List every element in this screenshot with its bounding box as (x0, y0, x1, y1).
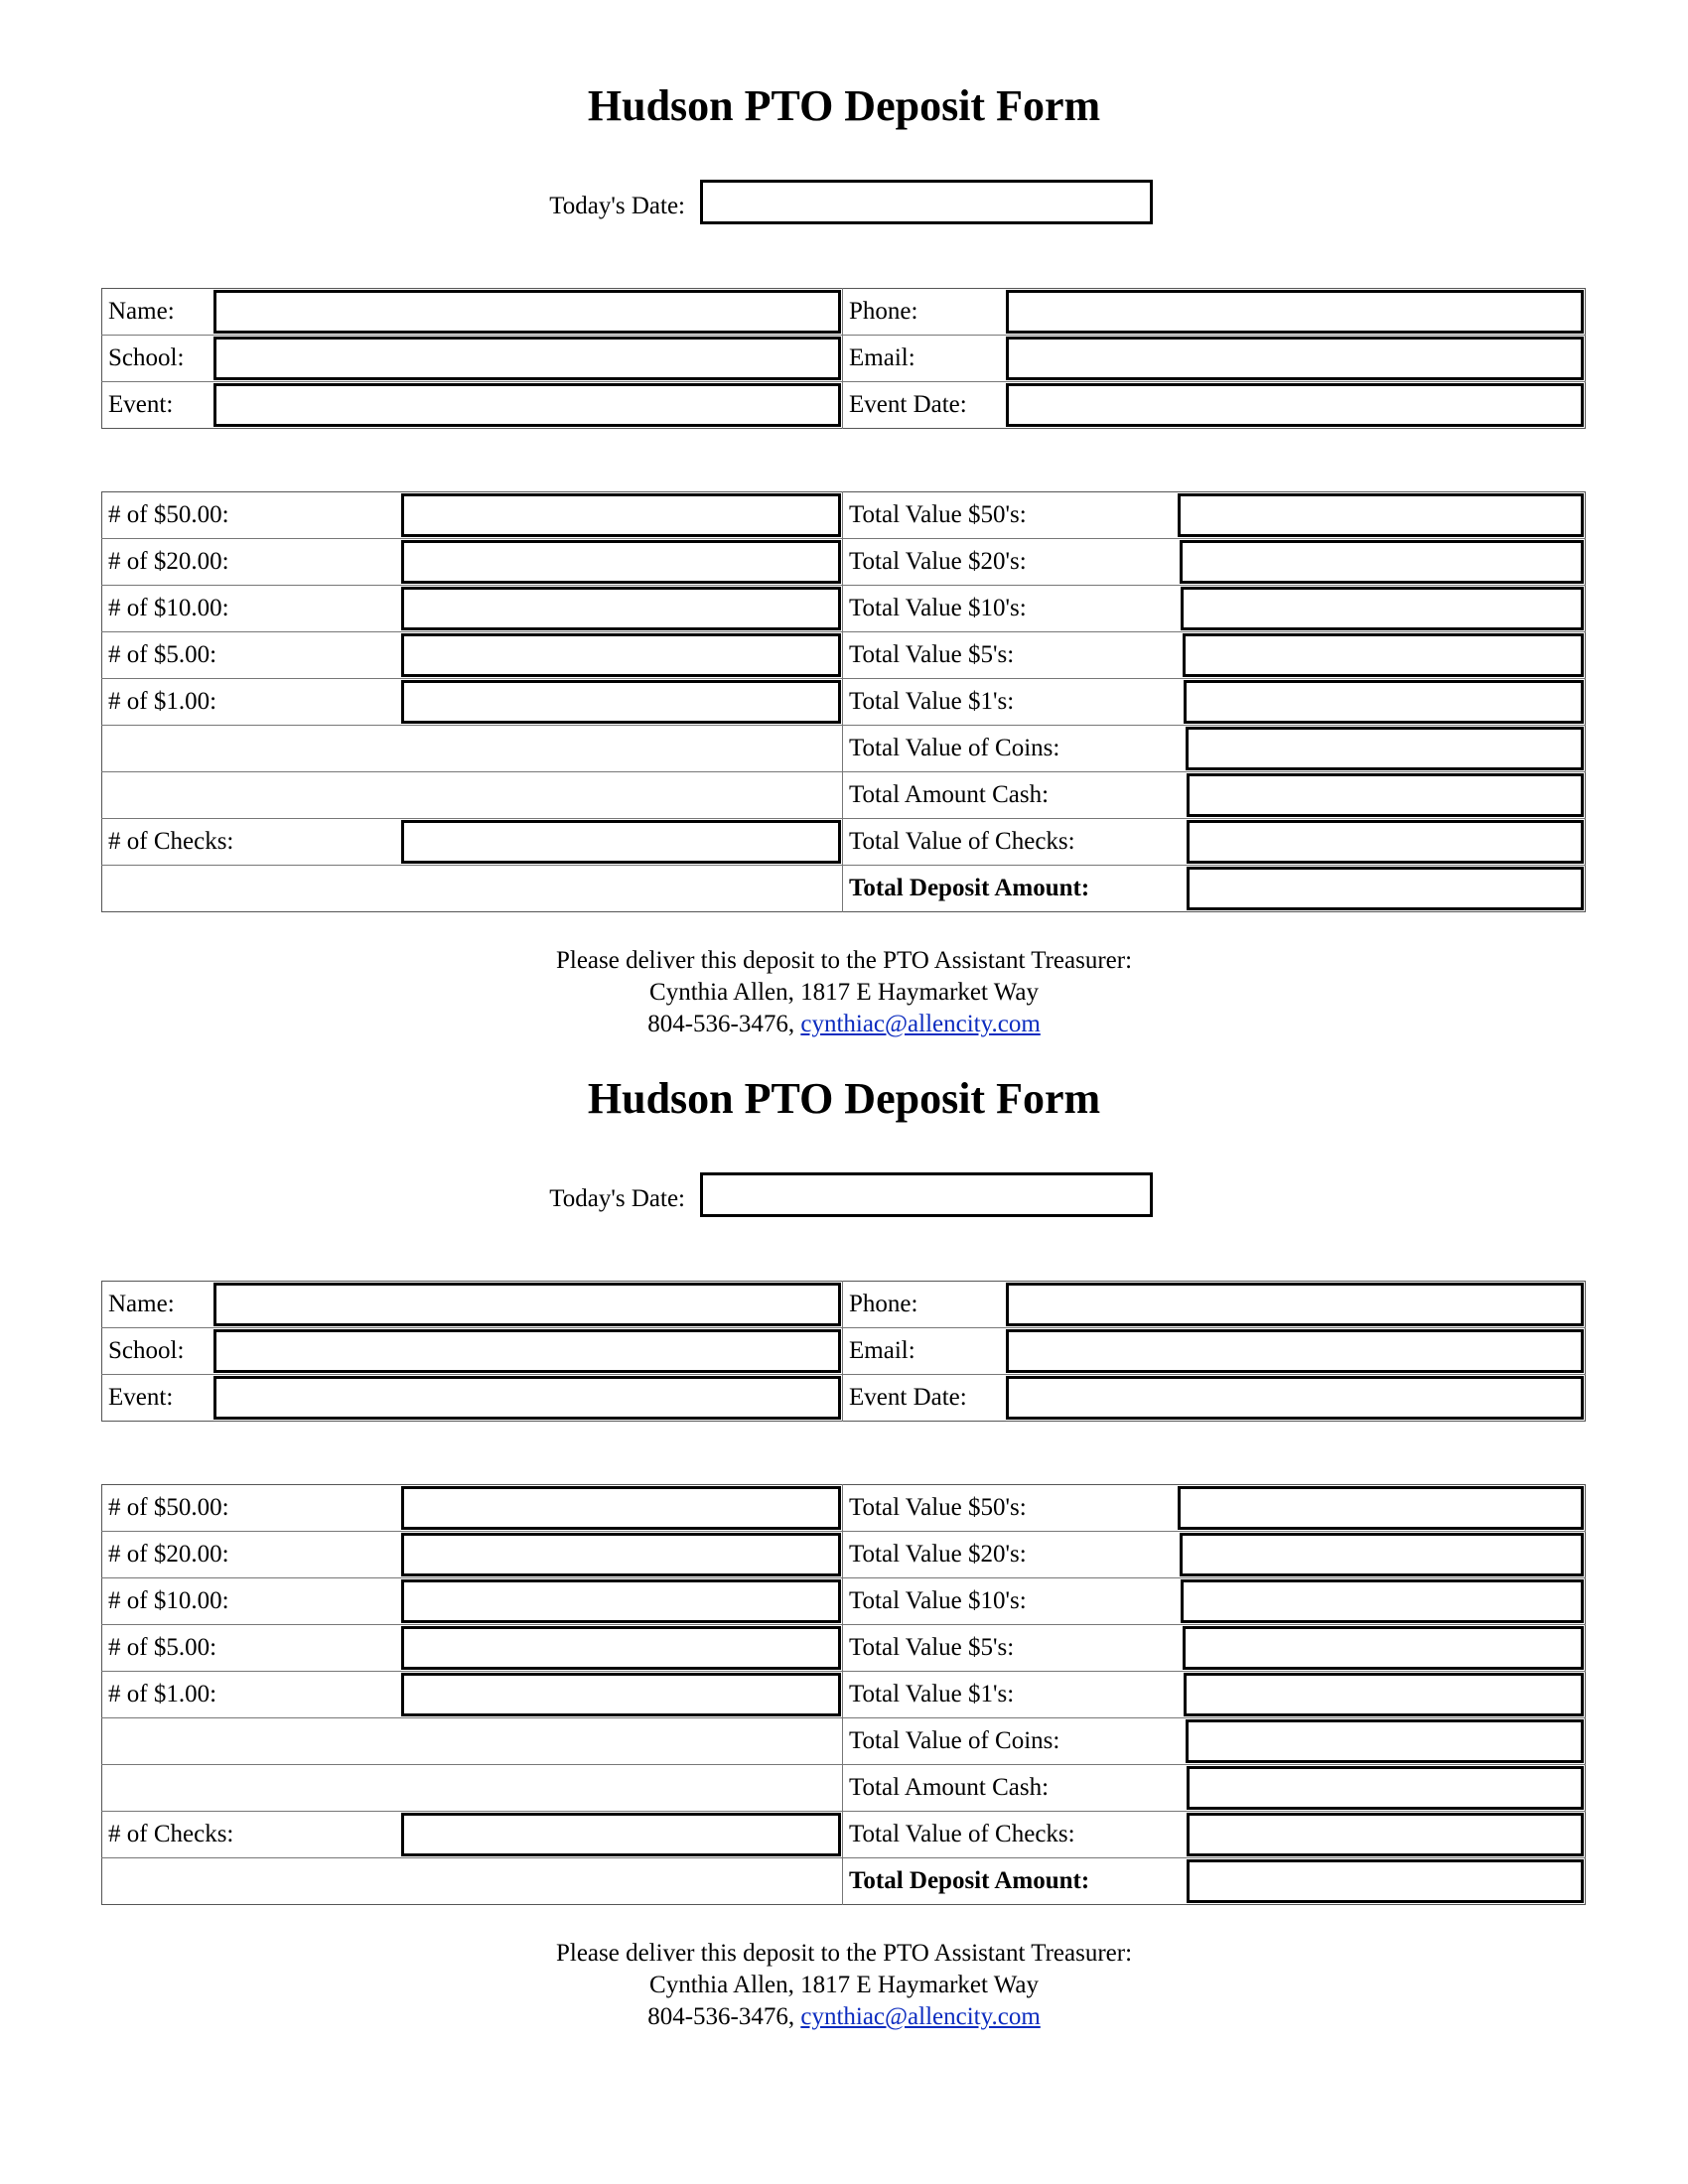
of-50-00-input[interactable] (401, 493, 841, 537)
row-divider (101, 585, 842, 586)
treasurer-phone: 804-536-3476, (647, 1011, 801, 1037)
total-value-of-checks-label: Total Value of Checks: (849, 1821, 1075, 1847)
school-label: School: (108, 344, 185, 371)
event-label: Event: (108, 1384, 174, 1411)
row-divider (842, 538, 1586, 539)
row-divider (842, 1577, 1586, 1578)
row-divider (842, 1811, 1586, 1812)
row-divider (101, 335, 1586, 336)
of-1-00-label: # of $1.00: (108, 1681, 217, 1707)
row-divider (101, 538, 842, 539)
of-checks-input[interactable] (401, 1813, 841, 1856)
of-5-00-label: # of $5.00: (108, 641, 217, 668)
row-divider (101, 1374, 1586, 1375)
of-20-00-label: # of $20.00: (108, 548, 229, 575)
total-value-5-s-input[interactable] (1183, 633, 1584, 677)
todays-date-label: Today's Date: (549, 193, 685, 219)
treasurer-contact (0, 2001, 1688, 2033)
row-divider (842, 771, 1586, 772)
row-divider (101, 1717, 842, 1718)
total-value-1-s-input[interactable] (1184, 1673, 1584, 1716)
total-deposit-amount-input[interactable] (1187, 867, 1584, 910)
event-date-label: Event Date: (849, 1384, 967, 1411)
form-title: Hudson PTO Deposit Form (587, 1074, 1101, 1123)
school-label: School: (108, 1337, 185, 1364)
row-divider (101, 1531, 842, 1532)
total-value-20-s-input[interactable] (1180, 540, 1584, 584)
total-deposit-amount-label: Total Deposit Amount: (849, 1867, 1090, 1894)
phone-input[interactable] (1006, 290, 1584, 334)
treasurer-address: Cynthia Allen, 1817 E Haymarket Way (649, 979, 1039, 1006)
todays-date-input[interactable] (700, 1172, 1153, 1217)
of-50-00-label: # of $50.00: (108, 501, 229, 528)
total-amount-cash-input[interactable] (1187, 773, 1584, 817)
total-value-5-s-label: Total Value $5's: (849, 641, 1015, 668)
total-value-of-coins-input[interactable] (1186, 727, 1584, 770)
total-amount-cash-label: Total Amount Cash: (849, 781, 1050, 808)
row-divider (101, 1624, 842, 1625)
of-5-00-label: # of $5.00: (108, 1634, 217, 1661)
total-value-20-s-label: Total Value $20's: (849, 548, 1027, 575)
info-table-divider (842, 1281, 843, 1422)
form-title: Hudson PTO Deposit Form (587, 81, 1101, 130)
row-divider (101, 381, 1586, 382)
row-divider (101, 1811, 842, 1812)
name-label: Name: (108, 298, 175, 325)
total-value-10-s-input[interactable] (1181, 587, 1584, 630)
total-value-10-s-input[interactable] (1181, 1579, 1584, 1623)
total-value-1-s-label: Total Value $1's: (849, 1681, 1015, 1707)
total-value-of-coins-input[interactable] (1186, 1719, 1584, 1763)
event-date-input[interactable] (1006, 383, 1584, 427)
row-divider (101, 1327, 1586, 1328)
of-5-00-input[interactable] (401, 633, 841, 677)
email-input[interactable] (1006, 337, 1584, 380)
treasurer-email-link[interactable]: cynthiac@allencity.com (800, 1011, 1041, 1037)
row-divider (101, 678, 842, 679)
name-input[interactable] (213, 1283, 841, 1326)
row-divider (101, 1577, 842, 1578)
total-value-20-s-input[interactable] (1180, 1533, 1584, 1576)
phone-label: Phone: (849, 1291, 918, 1317)
email-label: Email: (849, 344, 915, 371)
row-divider (101, 818, 842, 819)
total-value-50-s-label: Total Value $50's: (849, 501, 1027, 528)
total-value-5-s-label: Total Value $5's: (849, 1634, 1015, 1661)
info-table-divider (842, 288, 843, 429)
total-value-1-s-input[interactable] (1184, 680, 1584, 724)
event-label: Event: (108, 391, 174, 418)
of-50-00-label: # of $50.00: (108, 1494, 229, 1521)
todays-date-input[interactable] (700, 180, 1153, 224)
row-divider (101, 725, 842, 726)
total-amount-cash-label: Total Amount Cash: (849, 1774, 1050, 1801)
of-10-00-input[interactable] (401, 1579, 841, 1623)
email-label: Email: (849, 1337, 915, 1364)
row-divider (842, 1671, 1586, 1672)
of-5-00-input[interactable] (401, 1626, 841, 1670)
total-deposit-amount-label: Total Deposit Amount: (849, 875, 1090, 901)
row-divider (101, 631, 842, 632)
phone-input[interactable] (1006, 1283, 1584, 1326)
school-input[interactable] (213, 1329, 841, 1373)
event-input[interactable] (213, 383, 841, 427)
total-value-10-s-label: Total Value $10's: (849, 1587, 1027, 1614)
delivery-line: Please deliver this deposit to the PTO Assistant Treasurer: (555, 947, 1133, 974)
row-divider (101, 865, 842, 866)
row-divider (101, 1857, 842, 1858)
total-value-20-s-label: Total Value $20's: (849, 1541, 1027, 1568)
of-checks-label: # of Checks: (108, 1821, 234, 1847)
of-1-00-label: # of $1.00: (108, 688, 217, 715)
treasurer-email-link[interactable]: cynthiac@allencity.com (800, 2003, 1041, 2030)
total-value-10-s-label: Total Value $10's: (849, 595, 1027, 621)
phone-label: Phone: (849, 298, 918, 325)
event-date-input[interactable] (1006, 1376, 1584, 1420)
deposit-form (0, 993, 1688, 2030)
of-10-00-input[interactable] (401, 587, 841, 630)
school-input[interactable] (213, 337, 841, 380)
row-divider (842, 865, 1586, 866)
treasurer-phone: 804-536-3476, (647, 2003, 801, 2030)
row-divider (842, 725, 1586, 726)
row-divider (842, 1857, 1586, 1858)
of-checks-label: # of Checks: (108, 828, 234, 855)
total-value-of-coins-label: Total Value of Coins: (849, 735, 1060, 761)
name-label: Name: (108, 1291, 175, 1317)
of-10-00-label: # of $10.00: (108, 595, 229, 621)
cash-table-divider (842, 1484, 843, 1905)
treasurer-address: Cynthia Allen, 1817 E Haymarket Way (649, 1972, 1039, 1998)
event-input[interactable] (213, 1376, 841, 1420)
of-checks-input[interactable] (401, 820, 841, 864)
total-value-of-coins-label: Total Value of Coins: (849, 1727, 1060, 1754)
email-input[interactable] (1006, 1329, 1584, 1373)
of-1-00-input[interactable] (401, 1673, 841, 1716)
row-divider (101, 1671, 842, 1672)
of-10-00-label: # of $10.00: (108, 1587, 229, 1614)
total-value-of-checks-input[interactable] (1187, 1813, 1584, 1856)
row-divider (842, 1764, 1586, 1765)
total-value-1-s-label: Total Value $1's: (849, 688, 1015, 715)
row-divider (842, 585, 1586, 586)
of-20-00-input[interactable] (401, 1533, 841, 1576)
todays-date-label: Today's Date: (549, 1185, 685, 1212)
total-amount-cash-input[interactable] (1187, 1766, 1584, 1810)
total-value-of-checks-label: Total Value of Checks: (849, 828, 1075, 855)
of-50-00-input[interactable] (401, 1486, 841, 1530)
delivery-instructions (0, 1938, 1688, 2033)
name-input[interactable] (213, 290, 841, 334)
event-date-label: Event Date: (849, 391, 967, 418)
total-value-50-s-input[interactable] (1178, 1486, 1584, 1530)
of-20-00-label: # of $20.00: (108, 1541, 229, 1568)
row-divider (842, 631, 1586, 632)
row-divider (842, 1531, 1586, 1532)
row-divider (842, 1624, 1586, 1625)
total-value-of-checks-input[interactable] (1187, 820, 1584, 864)
row-divider (842, 818, 1586, 819)
row-divider (101, 771, 842, 772)
row-divider (101, 1764, 842, 1765)
row-divider (842, 678, 1586, 679)
cash-table-divider (842, 491, 843, 912)
total-value-50-s-label: Total Value $50's: (849, 1494, 1027, 1521)
row-divider (842, 1717, 1586, 1718)
total-value-50-s-input[interactable] (1178, 493, 1584, 537)
of-1-00-input[interactable] (401, 680, 841, 724)
total-value-5-s-input[interactable] (1183, 1626, 1584, 1670)
deposit-form (0, 0, 1688, 1037)
of-20-00-input[interactable] (401, 540, 841, 584)
delivery-line: Please deliver this deposit to the PTO Assistant Treasurer: (555, 1940, 1133, 1967)
total-deposit-amount-input[interactable] (1187, 1859, 1584, 1903)
